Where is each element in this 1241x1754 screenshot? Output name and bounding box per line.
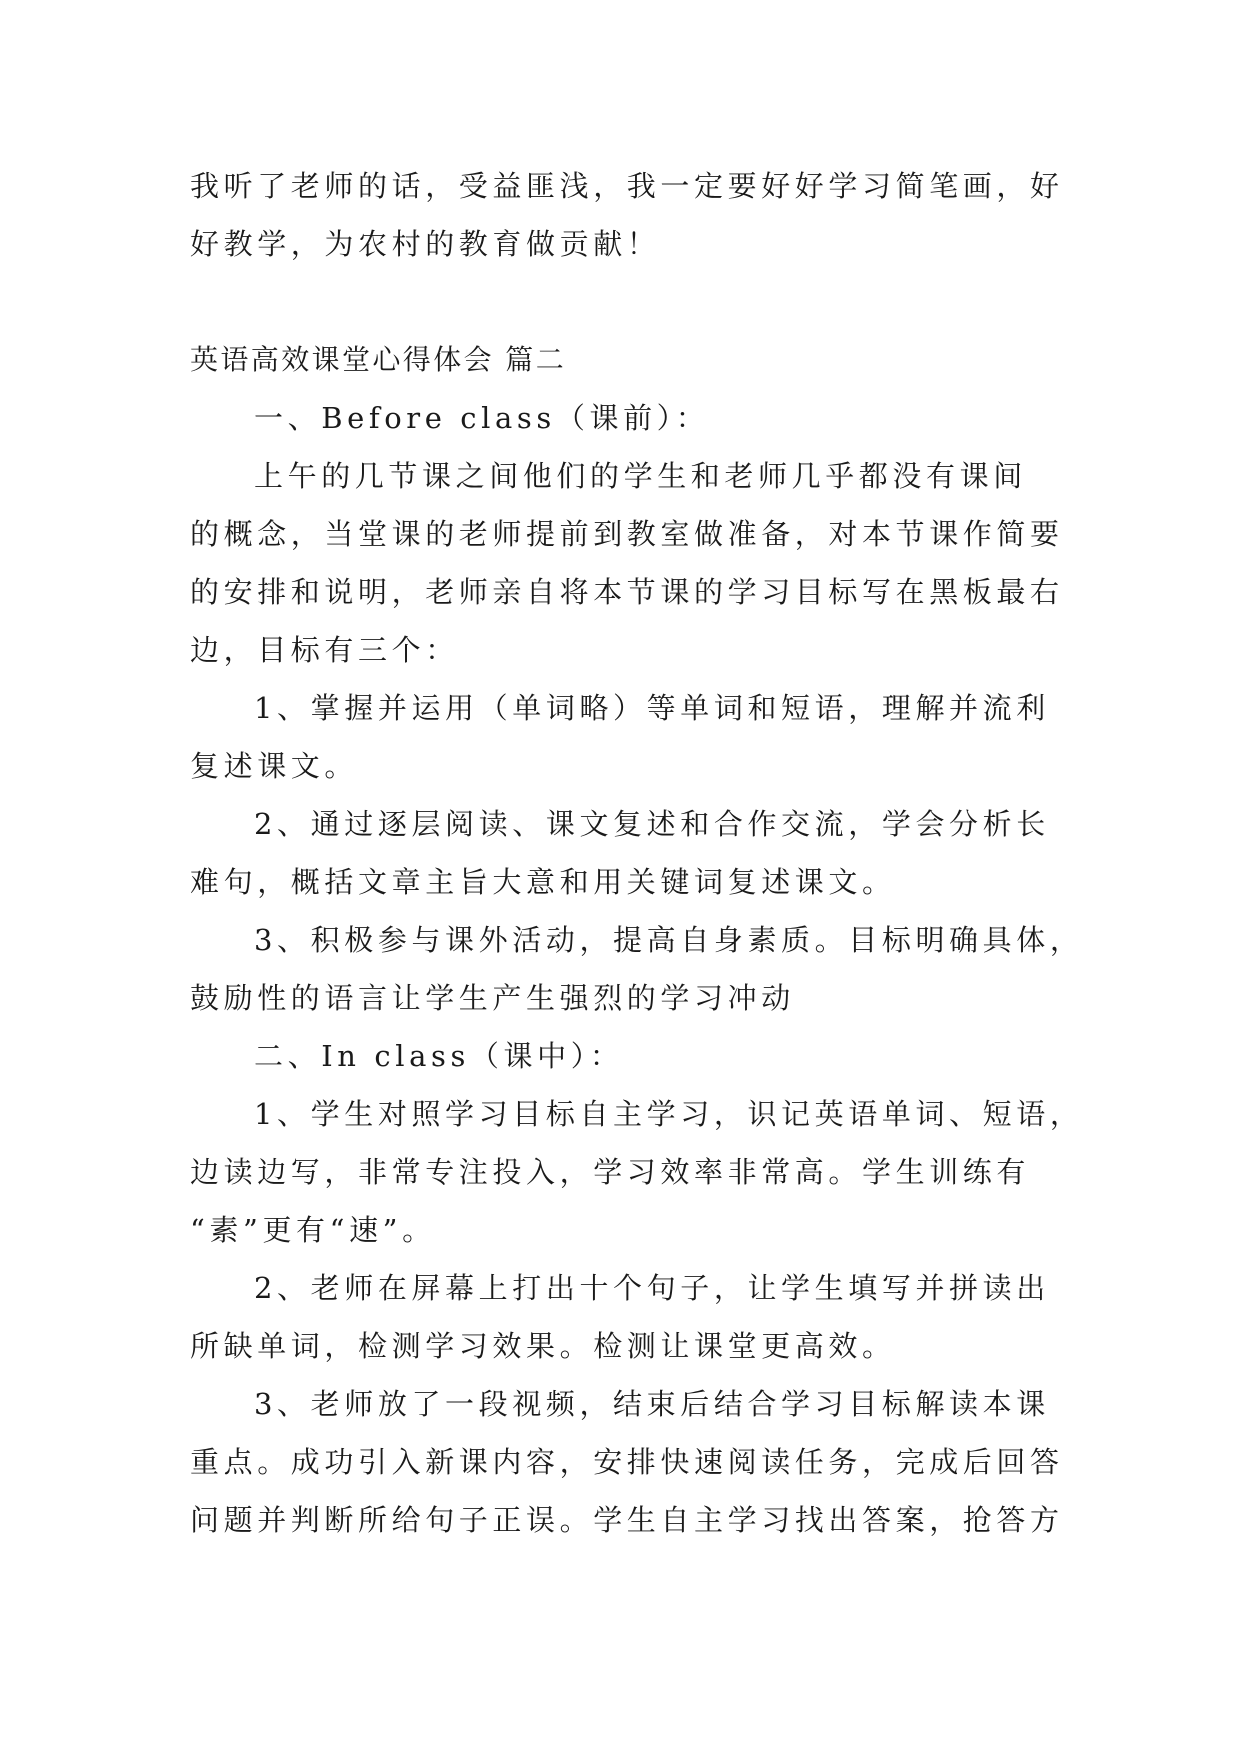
text-line: 的安排和说明，老师亲自将本节课的学习目标写在黑板最右: [190, 575, 1064, 609]
list-item: 1、学生对照学习目标自主学习，识记英语单词、短语，: [254, 1097, 1084, 1131]
text-line: 边读边写，非常专注投入，学习效率非常高。学生训练有: [190, 1155, 1031, 1189]
text-line: 上午的几节课之间他们的学生和老师几乎都没有课间: [254, 459, 1027, 493]
text-line: 问题并判断所给句子正误。学生自主学习找出答案，抢答方: [190, 1503, 1064, 1537]
text-line: 鼓励性的语言让学生产生强烈的学习冲动: [190, 981, 795, 1015]
text-line: 的概念，当堂课的老师提前到教室做准备，对本节课作简要: [190, 517, 1064, 551]
text-line: 复述课文。: [190, 749, 359, 783]
text-line: 所缺单词，检测学习效果。检测让课堂更高效。: [190, 1329, 896, 1363]
text-line: 好教学，为农村的教育做贡献！: [190, 227, 661, 261]
section-heading: 一、Before class（课前）：: [254, 401, 710, 435]
section-heading: 二、In class（课中）：: [254, 1039, 624, 1073]
list-item: 2、老师在屏幕上打出十个句子，让学生填写并拼读出: [254, 1271, 1050, 1305]
text-line: “素”更有“速”。: [190, 1213, 436, 1247]
text-line: 边，目标有三个：: [190, 633, 459, 667]
list-item: 3、积极参与课外活动，提高自身素质。目标明确具体，: [254, 923, 1084, 957]
section-title: 英语高效课堂心得体会 篇二: [190, 343, 567, 376]
list-item: 1、掌握并运用（单词略）等单词和短语，理解并流利: [254, 691, 1050, 725]
list-item: 3、老师放了一段视频，结束后结合学习目标解读本课: [254, 1387, 1050, 1421]
list-item: 2、通过逐层阅读、课文复述和合作交流，学会分析长: [254, 807, 1050, 841]
text-line: 重点。成功引入新课内容，安排快速阅读任务，完成后回答: [190, 1445, 1064, 1479]
text-line: 难句，概括文章主旨大意和用关键词复述课文。: [190, 865, 896, 899]
text-line: 我听了老师的话，受益匪浅，我一定要好好学习简笔画，好: [190, 169, 1064, 203]
